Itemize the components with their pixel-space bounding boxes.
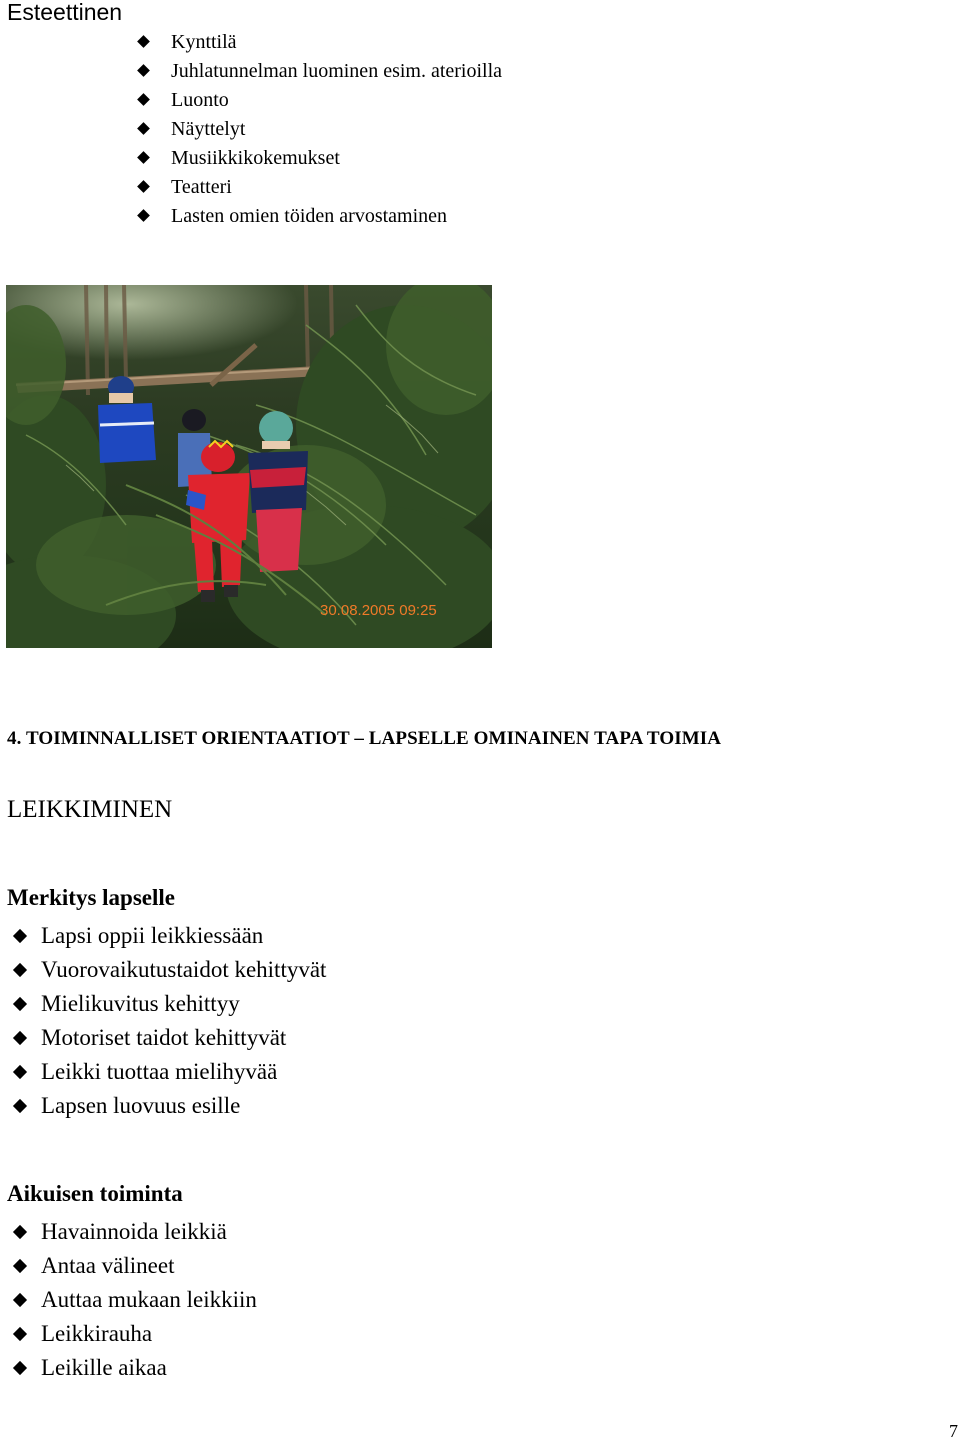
- diamond-bullet-icon: [13, 1259, 27, 1273]
- photo-timestamp: 30.08.2005 09:25: [320, 602, 437, 619]
- list-item: Lasten omien töiden arvostaminen: [135, 202, 502, 231]
- list-item: Lapsi oppii leikkiessään: [7, 919, 326, 953]
- list-item: Antaa välineet: [7, 1249, 257, 1283]
- forest-photo: [6, 285, 492, 648]
- list-aikuinen: [7, 1215, 257, 1385]
- list-item: Leikille aikaa: [7, 1351, 257, 1385]
- list-item: Näyttelyt: [135, 115, 502, 144]
- list-item: Mielikuvitus kehittyy: [7, 987, 326, 1021]
- merkitys-title: Merkitys lapselle: [7, 885, 175, 910]
- list-item: Juhlatunnelman luominen esim. aterioilla: [135, 57, 502, 86]
- list-merkitys: [7, 919, 326, 1123]
- diamond-bullet-icon: [137, 35, 150, 48]
- diamond-bullet-icon: [137, 151, 150, 164]
- list-item: Motoriset taidot kehittyvät: [7, 1021, 326, 1055]
- leikkiminen-title: LEIKKIMINEN: [7, 796, 173, 823]
- list-esteettinen: [135, 28, 502, 231]
- page-number: 7: [949, 1421, 958, 1441]
- diamond-bullet-icon: [137, 209, 150, 222]
- section-title: 4. TOIMINNALLISET ORIENTAATIOT – LAPSELLE OMINAINEN TAPA TOIMIA: [7, 728, 722, 749]
- list-item: Havainnoida leikkiä: [7, 1215, 257, 1249]
- diamond-bullet-icon: [137, 122, 150, 135]
- diamond-bullet-icon: [137, 180, 150, 193]
- list-item: Leikkirauha: [7, 1317, 257, 1351]
- diamond-bullet-icon: [13, 1225, 27, 1239]
- list-item: Luonto: [135, 86, 502, 115]
- diamond-bullet-icon: [13, 1031, 27, 1045]
- diamond-bullet-icon: [13, 997, 27, 1011]
- diamond-bullet-icon: [13, 1065, 27, 1079]
- diamond-bullet-icon: [13, 929, 27, 943]
- list-item: Kynttilä: [135, 28, 502, 57]
- diamond-bullet-icon: [137, 64, 150, 77]
- diamond-bullet-icon: [13, 1327, 27, 1341]
- list-item: Auttaa mukaan leikkiin: [7, 1283, 257, 1317]
- heading-esteettinen: Esteettinen: [7, 0, 123, 25]
- diamond-bullet-icon: [13, 1293, 27, 1307]
- aikuinen-title: Aikuisen toiminta: [7, 1181, 183, 1206]
- diamond-bullet-icon: [13, 963, 27, 977]
- list-item: Lapsen luovuus esille: [7, 1089, 326, 1123]
- diamond-bullet-icon: [13, 1099, 27, 1113]
- list-item: Teatteri: [135, 173, 502, 202]
- list-item: Vuorovaikutustaidot kehittyvät: [7, 953, 326, 987]
- list-item: Musiikkikokemukset: [135, 144, 502, 173]
- list-item: Leikki tuottaa mielihyvää: [7, 1055, 326, 1089]
- diamond-bullet-icon: [137, 93, 150, 106]
- diamond-bullet-icon: [13, 1361, 27, 1375]
